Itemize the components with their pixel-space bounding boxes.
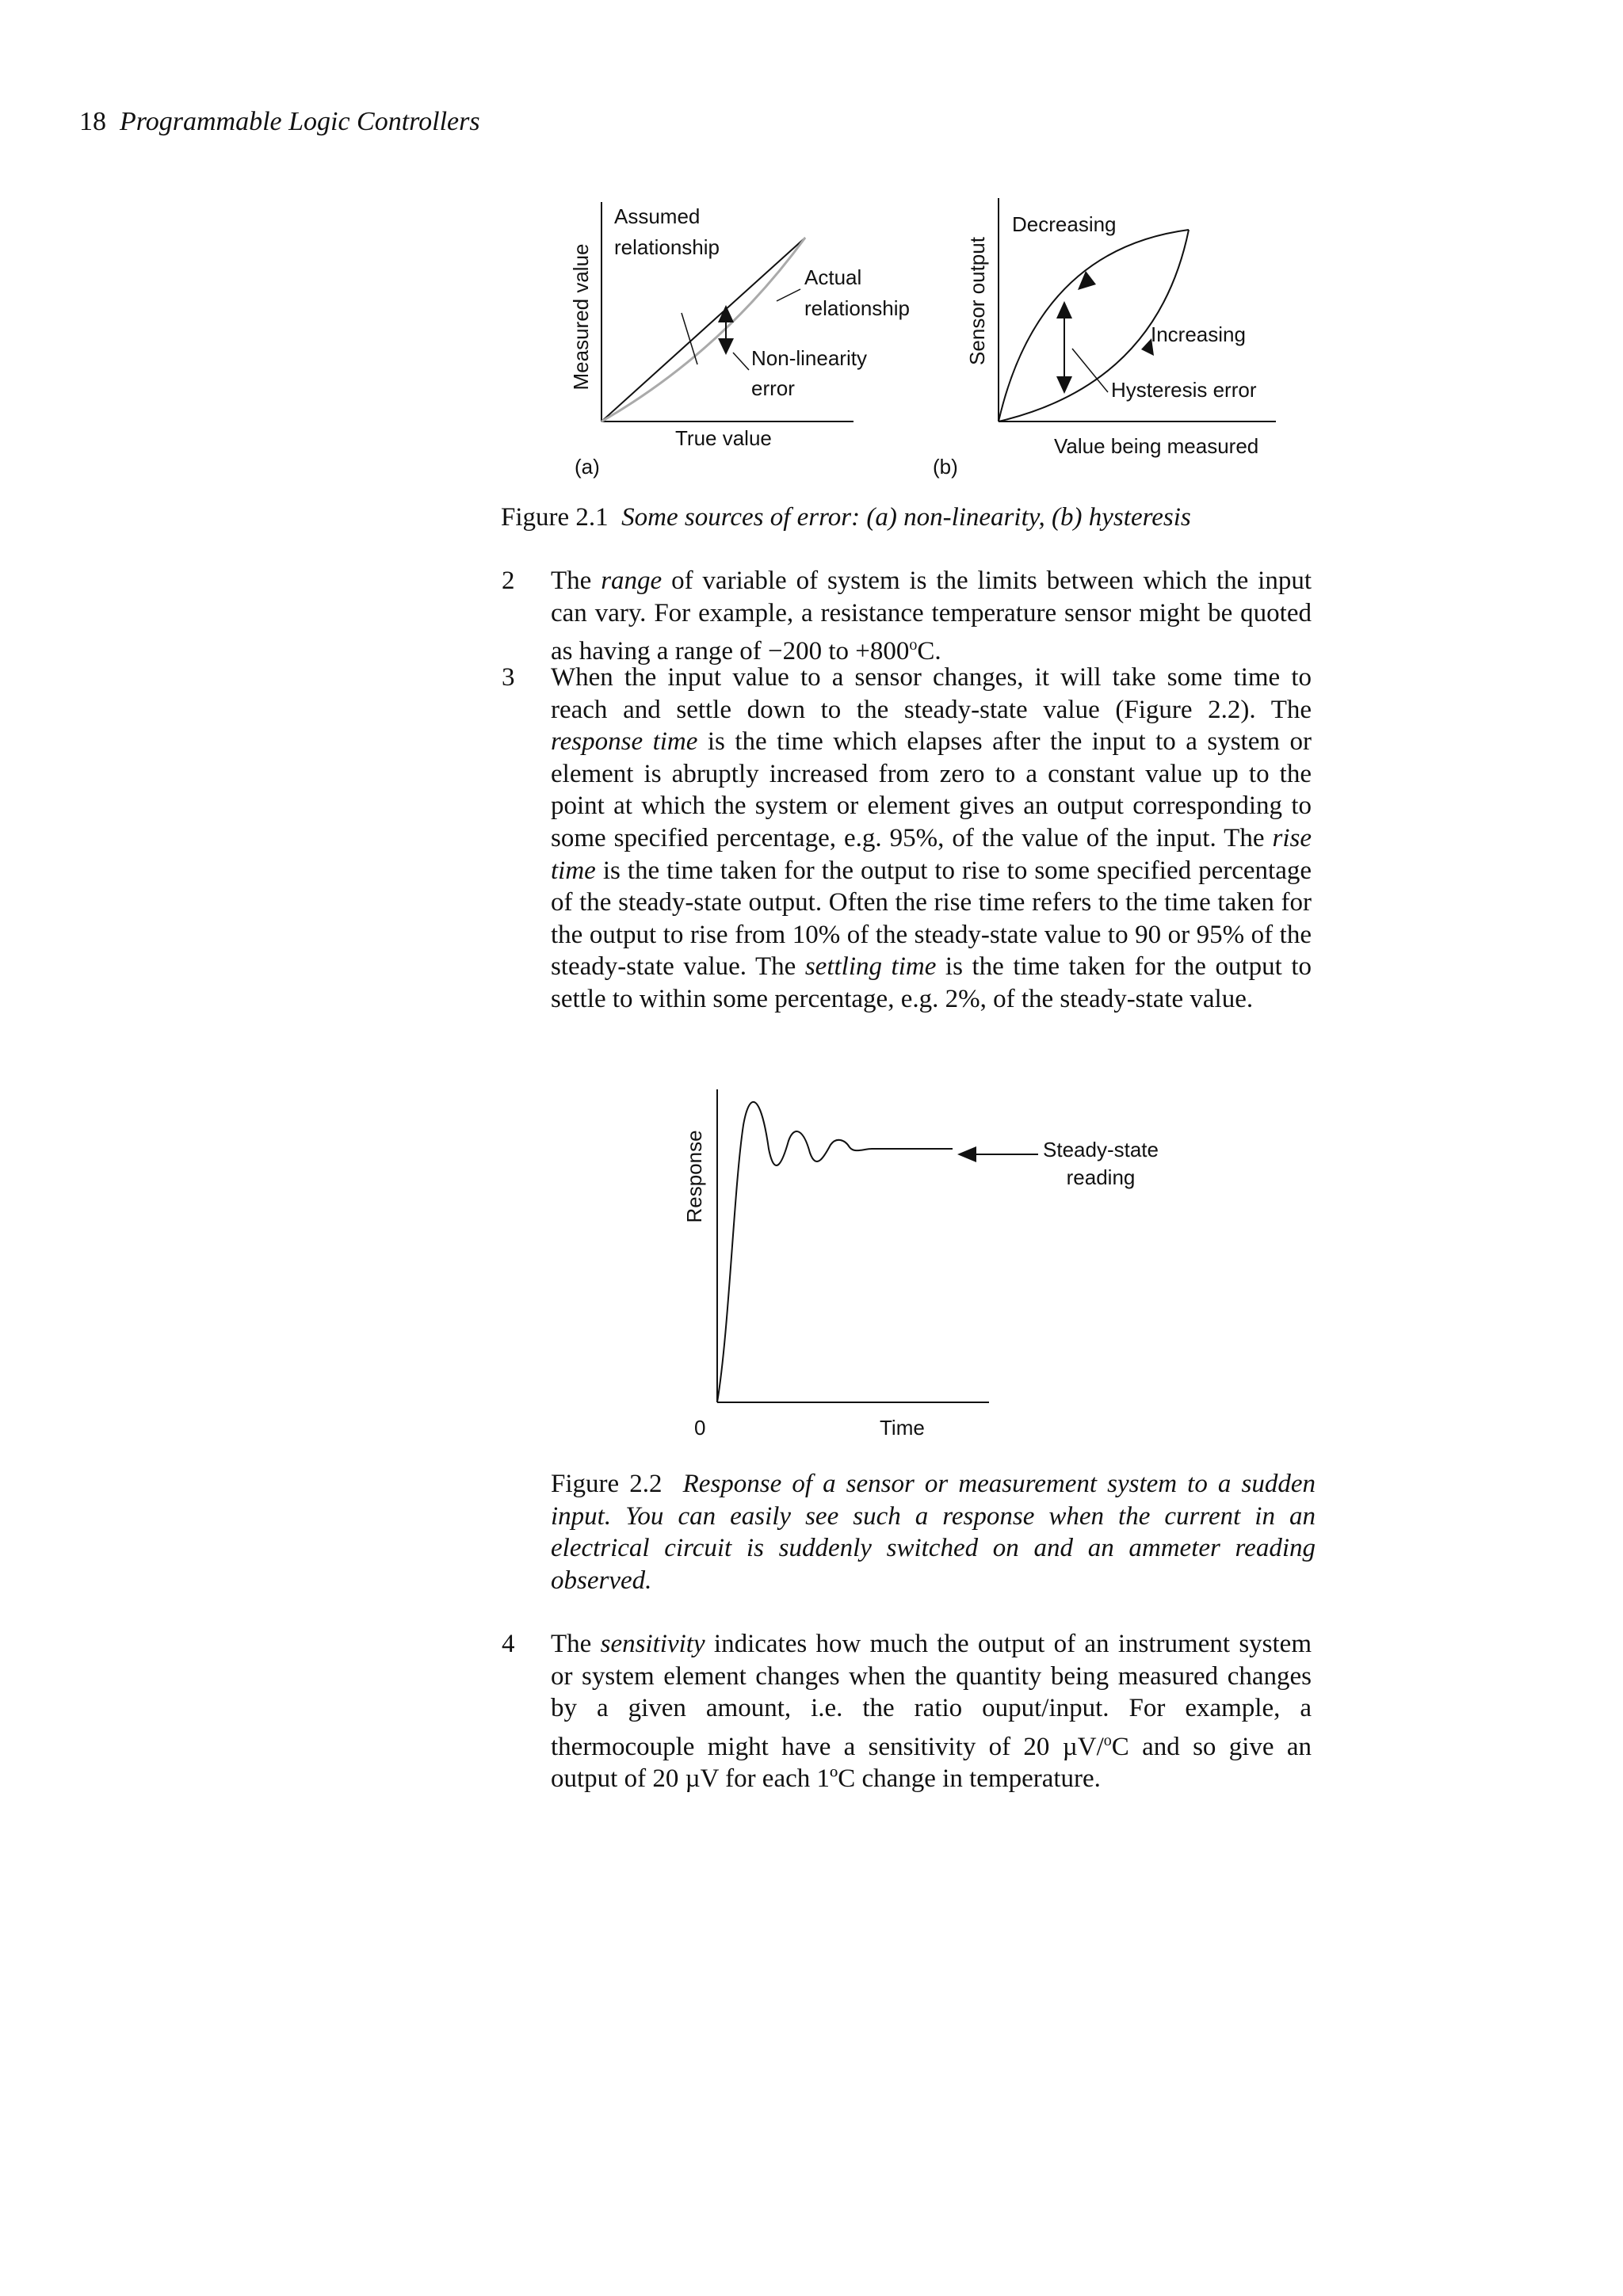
term-rise-time: rise time: [551, 823, 1312, 885]
nonlinearity-arrow-down: [718, 338, 734, 355]
increasing-label: Increasing: [1151, 322, 1246, 346]
figure-2-2-caption: [551, 1468, 1316, 1596]
text-run: indicates how much the output of an instrument system or system element changes when the quantity being measured changes by a given amount, i.e. the ratio ouput/input. For example, a thermocouple might have a sensitivity of 20 µV/: [551, 1630, 1312, 1761]
text-run: is the time taken for the output to rise to some specified percentage of the steady-state output. Often the rise time refers to the time taken for the output to rise from 10% of the steady-state value to 90 or 95% of the steady-state value. The: [551, 856, 1312, 982]
figure-2-2-caption-number: Figure 2.2: [551, 1470, 663, 1498]
hysteresis-label: Hysteresis error: [1111, 378, 1257, 402]
panel-a: [569, 202, 910, 479]
hysteresis-leader-line: [1072, 349, 1108, 392]
page-number: 18: [79, 107, 106, 136]
term-settling-time: settling time: [804, 952, 937, 982]
actual-label-2: relationship: [804, 296, 910, 320]
figure-2-1-caption: [501, 502, 1191, 534]
actual-label-1: Actual: [804, 265, 862, 289]
response-ylabel: Response: [682, 1130, 706, 1223]
book-title: Programmable Logic Controllers: [120, 107, 480, 136]
assumed-label-1: Assumed: [614, 204, 701, 228]
actual-leader-line: [777, 289, 800, 301]
nonlinearity-label-2: error: [751, 376, 795, 400]
text-run: The: [551, 566, 601, 595]
text-run: is the time which elapses after the input to a system or element is abruptly increased from zero to a constant value up to the point at which the system or element gives an output corresponding to some specified percentage, e.g. 95%, of the value of the input. The: [551, 727, 1312, 852]
figure-2-1: [539, 186, 1300, 487]
panel-b-xlabel: Value being measured: [1054, 434, 1259, 458]
panel-b: [933, 198, 1276, 479]
assumed-leader-line: [682, 313, 697, 364]
assumed-label-2: relationship: [614, 235, 720, 259]
figure-2-2-caption-text: Response of a sensor or measurement system to a sudden input. You can easily see such a response when the current in an electrical circuit is suddenly switched on and an ammeter reading observed.: [551, 1470, 1316, 1595]
text-run: is the time taken for the output to settle to within some percentage, e.g. 2%, of the steady-state value.: [551, 952, 1312, 1013]
figure-2-1-caption-number: Figure 2.1: [501, 503, 609, 532]
term-range: range: [601, 566, 663, 595]
nonlinearity-leader-line: [733, 353, 749, 370]
list-item-number: 4: [502, 1630, 515, 1658]
text-run: C and so give an output of 20 µV for each 1ºC change in temperature.: [551, 1732, 1312, 1794]
panel-a-tag: (a): [575, 455, 600, 479]
list-item-text: [551, 1628, 1312, 1795]
nonlinearity-label-1: Non-linearity: [751, 346, 867, 370]
text-run: When the input value to a sensor changes, it will take some time to reach and settle down to the steady-state value (Figure 2.2). The: [551, 663, 1312, 724]
steady-state-label-2: reading: [1066, 1165, 1136, 1189]
figure-2-2: [650, 1077, 1189, 1450]
running-header: [79, 107, 480, 137]
text-run: of variable of system is the limits between which the input can vary. For example, a resistance temperature sensor might be quoted as having a range of −200 to +800: [551, 566, 1312, 666]
text-run: C.: [917, 637, 941, 666]
list-item-number: 2: [502, 566, 515, 595]
panel-a-xlabel: True value: [675, 426, 772, 450]
response-curve: [717, 1102, 953, 1402]
term-response-time: response time: [551, 727, 698, 757]
figure-2-1-caption-text: Some sources of error: (a) non-linearity, (b) hysteresis: [621, 503, 1191, 532]
degree-superscript: o: [909, 636, 918, 654]
panel-a-ylabel: Measured value: [569, 243, 593, 391]
time-xlabel: Time: [880, 1416, 925, 1440]
panel-b-ylabel: Sensor output: [965, 237, 989, 365]
list-item-text: [551, 565, 1312, 668]
panel-b-tag: (b): [933, 455, 958, 479]
degree-superscript: o: [1103, 1731, 1112, 1749]
hysteresis-arrow-up: [1056, 301, 1072, 318]
steady-state-label-1: Steady-state: [1043, 1138, 1159, 1161]
origin-label: 0: [694, 1416, 706, 1440]
decreasing-label: Decreasing: [1012, 212, 1117, 236]
list-item-number: 3: [502, 663, 515, 692]
term-sensitivity: sensitivity: [600, 1630, 705, 1658]
text-run: The: [551, 1630, 601, 1658]
list-item-text: [551, 662, 1312, 1016]
hysteresis-arrow-down: [1056, 376, 1072, 394]
steady-state-arrow-icon: [957, 1146, 976, 1162]
